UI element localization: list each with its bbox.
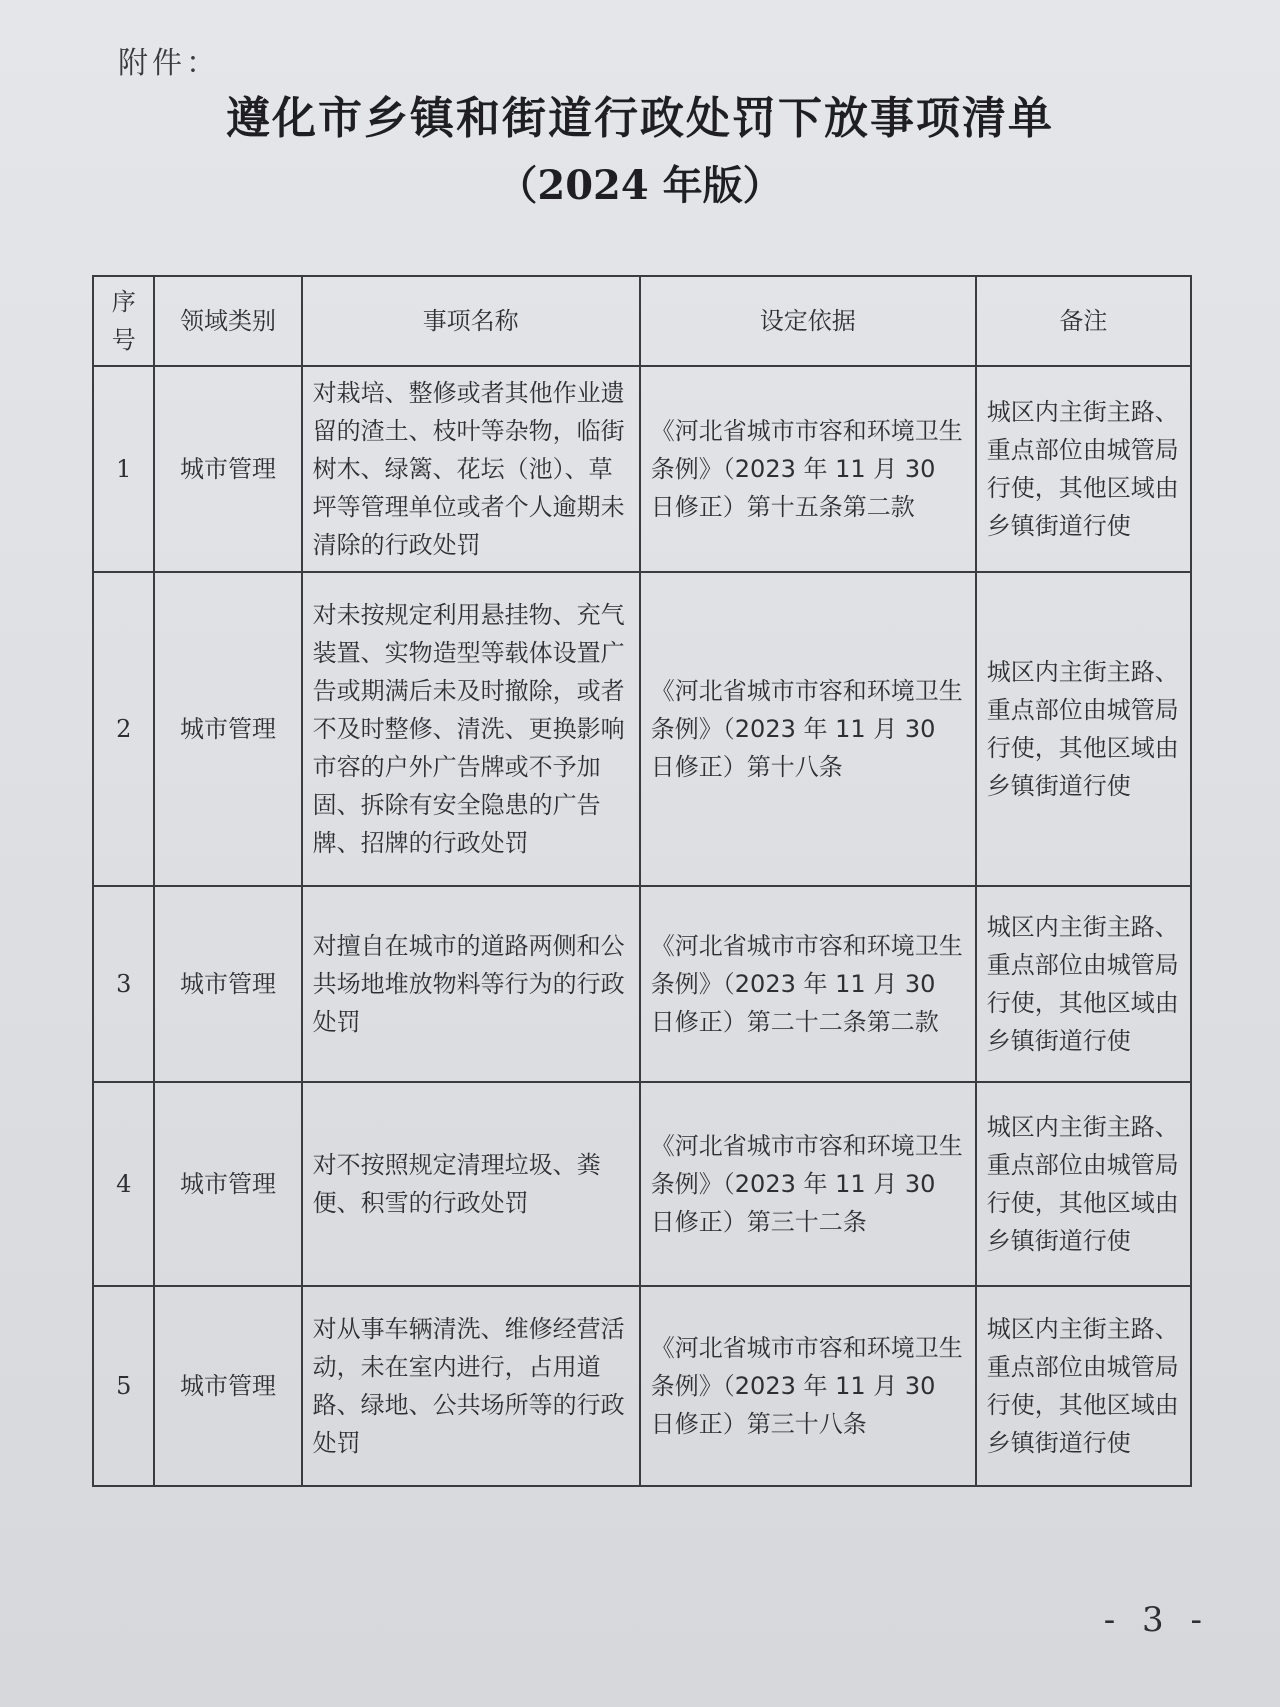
- row-seq: 3: [93, 886, 154, 1082]
- header-basis: 设定依据: [640, 276, 976, 366]
- row-seq: 4: [93, 1082, 154, 1286]
- row-note: 城区内主街主路、重点部位由城管局行使，其他区域由乡镇街道行使: [976, 572, 1191, 886]
- row-item: 对不按照规定清理垃圾、粪便、积雪的行政处罚: [302, 1082, 640, 1286]
- row-item: 对栽培、整修或者其他作业遗留的渣土、枝叶等杂物，临街树木、绿篱、花坛（池）、草坪等管理单位或者个人逾期未清除的行政处罚: [302, 366, 640, 572]
- row-basis: 《河北省城市市容和环境卫生条例》（2023 年 11 月 30 日修正）第二十二条第二款: [640, 886, 976, 1082]
- row-category: 城市管理: [154, 886, 301, 1082]
- row-seq: 1: [93, 366, 154, 572]
- row-note: 城区内主街主路、重点部位由城管局行使，其他区域由乡镇街道行使: [976, 1286, 1191, 1486]
- table-row: [93, 886, 1191, 1082]
- header-category: 领域类别: [154, 276, 301, 366]
- row-seq: 5: [93, 1286, 154, 1486]
- row-basis: 《河北省城市市容和环境卫生条例》（2023 年 11 月 30 日修正）第三十二条: [640, 1082, 976, 1286]
- row-basis: 《河北省城市市容和环境卫生条例》（2023 年 11 月 30 日修正）第十八条: [640, 572, 976, 886]
- row-category: 城市管理: [154, 1286, 301, 1486]
- table-header-row: [93, 276, 1191, 366]
- table-row: [93, 366, 1191, 572]
- header-item: 事项名称: [302, 276, 640, 366]
- row-item: 对擅自在城市的道路两侧和公共场地堆放物料等行为的行政处罚: [302, 886, 640, 1082]
- delegation-table: [92, 275, 1192, 1487]
- row-category: 城市管理: [154, 1082, 301, 1286]
- row-basis: 《河北省城市市容和环境卫生条例》（2023 年 11 月 30 日修正）第十五条第二款: [640, 366, 976, 572]
- row-item: 对从事车辆清洗、维修经营活动，未在室内进行，占用道路、绿地、公共场所等的行政处罚: [302, 1286, 640, 1486]
- table-row: [93, 1082, 1191, 1286]
- document-edition: （2024 年版）: [497, 162, 783, 209]
- row-note: 城区内主街主路、重点部位由城管局行使，其他区域由乡镇街道行使: [976, 366, 1191, 572]
- row-category: 城市管理: [154, 572, 301, 886]
- row-seq: 2: [93, 572, 154, 886]
- table-row: [93, 1286, 1191, 1486]
- header-note: 备注: [976, 276, 1191, 366]
- row-note: 城区内主街主路、重点部位由城管局行使，其他区域由乡镇街道行使: [976, 886, 1191, 1082]
- attachment-label: 附件：: [118, 46, 220, 81]
- table-row: [93, 572, 1191, 886]
- row-basis: 《河北省城市市容和环境卫生条例》（2023 年 11 月 30 日修正）第三十八条: [640, 1286, 976, 1486]
- page-number: - 3 -: [1103, 1600, 1210, 1640]
- document-title: 遵化市乡镇和街道行政处罚下放事项清单: [226, 93, 1054, 144]
- row-item: 对未按规定利用悬挂物、充气装置、实物造型等载体设置广告或期满后未及时撤除，或者不及时整修、清洗、更换影响市容的户外广告牌或不予加固、拆除有安全隐患的广告牌、招牌的行政处罚: [302, 572, 640, 886]
- row-note: 城区内主街主路、重点部位由城管局行使，其他区域由乡镇街道行使: [976, 1082, 1191, 1286]
- header-seq: 序号: [93, 276, 154, 366]
- row-category: 城市管理: [154, 366, 301, 572]
